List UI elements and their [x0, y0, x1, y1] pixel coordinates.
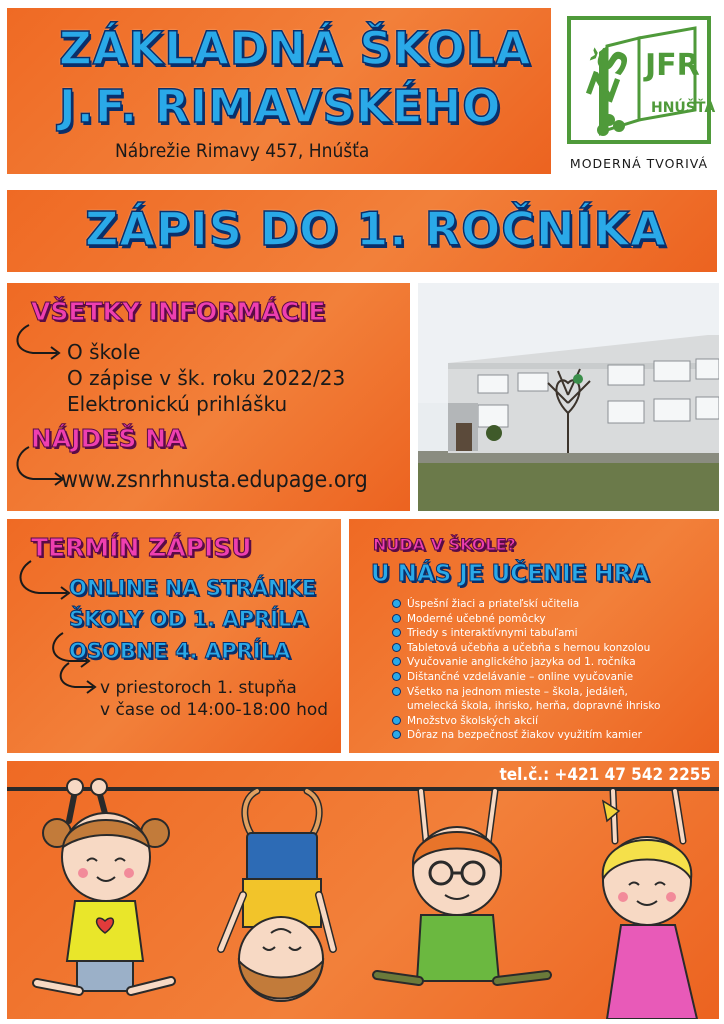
phone-number: tel.č.: +421 47 542 2255	[499, 765, 711, 785]
kids-panel	[7, 761, 719, 1019]
bullet-icon	[393, 600, 400, 607]
bullet-icon	[393, 629, 400, 636]
list-item-continuation: umelecká škola, ihrisko, herňa, dopravné ihrisko	[407, 700, 661, 713]
header-panel	[7, 8, 551, 174]
website-link[interactable]: www.zsnrhnusta.edupage.org	[61, 467, 368, 493]
term-online-line1: ONLINE NA STRÁNKE	[69, 576, 317, 600]
banner-title: ZÁPIS DO 1. ROČNÍKA	[85, 202, 667, 256]
banner-panel	[7, 190, 717, 272]
curved-arrow-icon	[9, 321, 69, 371]
info-item-2: O zápise v šk. roku 2022/23	[67, 366, 346, 390]
school-building-photo	[418, 283, 719, 511]
list-item: Vyučovanie anglického jazyka od 1. ročníka	[393, 655, 660, 670]
school-address: Nábrežie Rimavy 457, Hnúšťa	[115, 140, 370, 162]
blonde-girl-illustration	[603, 791, 697, 1019]
bullet-icon	[393, 644, 400, 651]
curved-arrow-icon	[9, 443, 69, 493]
school-title-line2: J.F. RIMAVSKÉHO	[59, 80, 502, 133]
school-building-image	[418, 283, 719, 511]
features-list	[393, 597, 660, 743]
term-online-line2: ŠKOLY OD 1. APRÍLA	[69, 607, 308, 631]
logo-town: HNÚŠŤA	[651, 100, 716, 116]
term-time: v čase od 14:00-18:00 hod	[100, 700, 329, 720]
glasses-boy-illustration	[377, 791, 547, 981]
girl-kid-illustration	[37, 779, 171, 991]
bullet-icon	[393, 688, 400, 695]
bullet-icon	[393, 717, 400, 724]
info-panel	[7, 283, 410, 511]
features-kicker: NUDA V ŠKOLE?	[373, 535, 516, 554]
list-item: Úspešní žiaci a priateľskí učitelia	[393, 597, 660, 612]
logo-tagline: MODERNÁ TVORIVÁ	[569, 156, 709, 171]
logo-initials: JFR	[645, 48, 700, 83]
school-title-line1: ZÁKLADNÁ ŠKOLA	[59, 22, 532, 75]
term-heading: TERMÍN ZÁPISU	[31, 533, 252, 562]
bullet-icon	[393, 658, 400, 665]
kids-illustration	[7, 761, 719, 1019]
upside-down-boy-illustration	[221, 791, 333, 1001]
features-panel	[349, 519, 719, 753]
term-place: v priestoroch 1. stupňa	[100, 678, 297, 698]
list-item: Tabletová učebňa a učebňa s hernou konzolou	[393, 641, 660, 656]
bullet-icon	[393, 673, 400, 680]
list-item: Moderné učebné pomôcky	[393, 612, 660, 627]
term-panel	[7, 519, 341, 753]
list-item: Všetko na jednom mieste – škola, jedáleň,	[393, 685, 660, 700]
info-item-1: O škole	[67, 340, 141, 364]
bullet-icon	[393, 731, 400, 738]
list-item: Dôraz na bezpečnosť žiakov využitím kamier	[393, 728, 660, 743]
find-heading: NÁJDEŠ NA	[31, 424, 186, 453]
school-logo	[559, 8, 719, 174]
bullet-icon	[393, 615, 400, 622]
list-item: Množstvo školských akcií	[393, 714, 660, 729]
info-item-3: Elektronickú prihlášku	[67, 392, 288, 416]
logo-zs-mark: ZŠ	[578, 40, 639, 108]
features-heading: U NÁS JE UČENIE HRA	[371, 561, 650, 587]
term-in-person: OSOBNE 4. APRÍLA	[69, 639, 291, 663]
list-item: Dištančné vzdelávanie – online vyučovanie	[393, 670, 660, 685]
info-heading: VŠETKY INFORMÁCIE	[31, 297, 326, 326]
list-item: Triedy s interaktívnymi tabuľami	[393, 626, 660, 641]
